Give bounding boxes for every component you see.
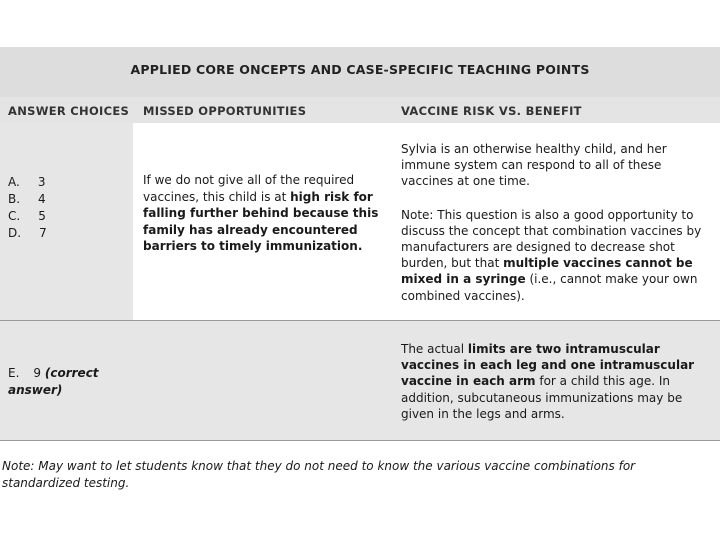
page-title: APPLIED CORE ONCEPTS AND CASE-SPECIFIC TEACHING POINTS [130, 62, 590, 77]
header-answer-choices: ANSWER CHOICES [8, 104, 130, 118]
footnote: Note: May want to let students know that they do not need to know the various vaccine combinations for standardized testing. [2, 459, 636, 490]
limits-text: The actual limits are two intramuscular vaccines in each leg and one intramuscular vaccine in each arm for a child this age. In addition, subcutaneous immunizations may be given in the legs and arms. [401, 342, 695, 421]
choice-e: E. 9 (correct answer) [8, 366, 99, 397]
choice-b: B. 4 [8, 192, 46, 206]
choice-d: D. 7 [8, 226, 47, 240]
risk-paragraph-1: Sylvia is an otherwise healthy child, and her immune system can respond to all of these vaccines at one time. [401, 142, 667, 189]
vaccine-risk-text [401, 141, 713, 321]
choice-c: C. 5 [8, 209, 46, 223]
risk-paragraph-2: Note: This question is also a good opportunity to discuss the concept that combination vaccines by manufacturers are designed to decrease shot burden, but that multiple vaccines cannot be mixed in a syringe (i.e., cannot make your own combined vaccines). [401, 207, 702, 303]
header-vaccine-risk: VACCINE RISK VS. BENEFIT [401, 104, 582, 118]
header-missed-opportunities: MISSED OPPORTUNITIES [143, 104, 307, 118]
choice-a: A. 3 [8, 175, 46, 189]
answer-choices-list [8, 174, 128, 242]
missed-opportunities-text: If we do not give all of the required vaccines, this child is at high risk for falling further behind because this family has already encountered barriers to timely immunization. [143, 173, 379, 253]
table-bottom-rule [0, 440, 720, 441]
